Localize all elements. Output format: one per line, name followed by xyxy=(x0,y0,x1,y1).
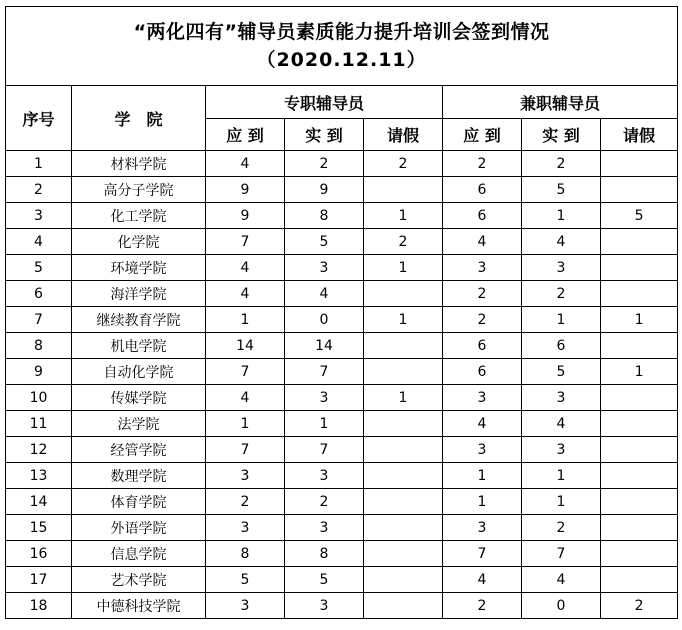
cell-pt-expected: 3 xyxy=(443,437,522,463)
cell-ft-leave: 1 xyxy=(364,255,443,281)
cell-ft-leave: 1 xyxy=(364,385,443,411)
cell-ft-actual: 9 xyxy=(285,177,364,203)
cell-college: 继续教育学院 xyxy=(72,307,206,333)
cell-ft-leave xyxy=(364,541,443,567)
cell-pt-actual: 1 xyxy=(522,463,601,489)
table-row xyxy=(6,385,678,411)
cell-ft-leave xyxy=(364,359,443,385)
cell-ft-leave xyxy=(364,437,443,463)
cell-ft-actual: 2 xyxy=(285,489,364,515)
cell-pt-actual: 1 xyxy=(522,203,601,229)
cell-pt-expected: 3 xyxy=(443,255,522,281)
cell-pt-expected: 4 xyxy=(443,229,522,255)
cell-pt-actual: 2 xyxy=(522,515,601,541)
cell-pt-leave xyxy=(601,567,678,593)
cell-ft-leave: 1 xyxy=(364,203,443,229)
table-row xyxy=(6,307,678,333)
cell-pt-expected: 6 xyxy=(443,333,522,359)
cell-pt-expected: 3 xyxy=(443,385,522,411)
cell-seq: 10 xyxy=(6,385,72,411)
cell-ft-actual: 3 xyxy=(285,255,364,281)
cell-college: 数理学院 xyxy=(72,463,206,489)
cell-ft-expected: 7 xyxy=(206,359,285,385)
cell-pt-expected: 2 xyxy=(443,593,522,619)
title-date: （2020.12.11） xyxy=(256,49,427,71)
cell-pt-actual: 0 xyxy=(522,593,601,619)
cell-pt-expected: 4 xyxy=(443,567,522,593)
cell-seq: 18 xyxy=(6,593,72,619)
cell-pt-actual: 2 xyxy=(522,281,601,307)
cell-pt-actual: 4 xyxy=(522,229,601,255)
header-fulltime-counselors: 专职辅导员 xyxy=(206,86,443,119)
cell-college: 高分子学院 xyxy=(72,177,206,203)
cell-pt-actual: 1 xyxy=(522,307,601,333)
header-ft-expected: 应 到 xyxy=(206,119,285,151)
cell-ft-actual: 3 xyxy=(285,385,364,411)
cell-ft-leave xyxy=(364,333,443,359)
cell-seq: 14 xyxy=(6,489,72,515)
table-row xyxy=(6,333,678,359)
cell-pt-actual: 4 xyxy=(522,567,601,593)
cell-pt-actual: 3 xyxy=(522,437,601,463)
header-seq: 序号 xyxy=(6,86,72,151)
cell-ft-expected: 3 xyxy=(206,515,285,541)
cell-college: 艺术学院 xyxy=(72,567,206,593)
cell-seq: 12 xyxy=(6,437,72,463)
cell-pt-leave xyxy=(601,463,678,489)
header-pt-actual: 实 到 xyxy=(522,119,601,151)
cell-ft-leave xyxy=(364,567,443,593)
cell-pt-actual: 5 xyxy=(522,177,601,203)
cell-ft-leave xyxy=(364,463,443,489)
cell-seq: 2 xyxy=(6,177,72,203)
header-pt-expected: 应 到 xyxy=(443,119,522,151)
cell-college: 机电学院 xyxy=(72,333,206,359)
cell-ft-actual: 2 xyxy=(285,151,364,177)
cell-seq: 9 xyxy=(6,359,72,385)
cell-ft-leave xyxy=(364,489,443,515)
cell-seq: 1 xyxy=(6,151,72,177)
cell-ft-expected: 8 xyxy=(206,541,285,567)
cell-ft-actual: 1 xyxy=(285,411,364,437)
cell-seq: 11 xyxy=(6,411,72,437)
cell-ft-expected: 7 xyxy=(206,437,285,463)
title-line-1: “两化四有”辅导员素质能力提升培训会签到情况 xyxy=(133,21,550,43)
cell-ft-actual: 8 xyxy=(285,541,364,567)
cell-pt-expected: 3 xyxy=(443,515,522,541)
cell-seq: 8 xyxy=(6,333,72,359)
header-ft-actual: 实 到 xyxy=(285,119,364,151)
cell-pt-leave: 5 xyxy=(601,203,678,229)
cell-seq: 7 xyxy=(6,307,72,333)
cell-ft-expected: 5 xyxy=(206,567,285,593)
table-row xyxy=(6,281,678,307)
cell-pt-expected: 2 xyxy=(443,281,522,307)
cell-ft-actual: 7 xyxy=(285,359,364,385)
cell-ft-expected: 9 xyxy=(206,203,285,229)
cell-ft-expected: 2 xyxy=(206,489,285,515)
cell-ft-expected: 3 xyxy=(206,463,285,489)
attendance-sheet xyxy=(5,6,677,619)
cell-ft-leave xyxy=(364,515,443,541)
cell-ft-leave: 2 xyxy=(364,151,443,177)
cell-ft-leave xyxy=(364,177,443,203)
cell-ft-leave: 1 xyxy=(364,307,443,333)
cell-ft-expected: 4 xyxy=(206,151,285,177)
table-row xyxy=(6,177,678,203)
cell-pt-leave: 1 xyxy=(601,359,678,385)
cell-college: 法学院 xyxy=(72,411,206,437)
cell-pt-leave xyxy=(601,385,678,411)
table-row xyxy=(6,567,678,593)
cell-ft-actual: 3 xyxy=(285,463,364,489)
cell-ft-actual: 3 xyxy=(285,515,364,541)
cell-ft-actual: 14 xyxy=(285,333,364,359)
cell-pt-leave xyxy=(601,541,678,567)
cell-ft-actual: 4 xyxy=(285,281,364,307)
table-row xyxy=(6,437,678,463)
header-ft-leave: 请假 xyxy=(364,119,443,151)
cell-college: 信息学院 xyxy=(72,541,206,567)
cell-pt-leave xyxy=(601,229,678,255)
cell-seq: 5 xyxy=(6,255,72,281)
table-row xyxy=(6,411,678,437)
cell-pt-expected: 6 xyxy=(443,359,522,385)
cell-ft-expected: 7 xyxy=(206,229,285,255)
cell-pt-expected: 6 xyxy=(443,177,522,203)
header-parttime-counselors: 兼职辅导员 xyxy=(443,86,678,119)
cell-pt-leave: 2 xyxy=(601,593,678,619)
table-row xyxy=(6,593,678,619)
cell-pt-actual: 3 xyxy=(522,385,601,411)
cell-ft-expected: 4 xyxy=(206,385,285,411)
cell-pt-leave xyxy=(601,489,678,515)
cell-pt-actual: 5 xyxy=(522,359,601,385)
cell-seq: 4 xyxy=(6,229,72,255)
cell-college: 中德科技学院 xyxy=(72,593,206,619)
cell-pt-leave xyxy=(601,411,678,437)
cell-pt-leave xyxy=(601,281,678,307)
cell-pt-expected: 2 xyxy=(443,307,522,333)
cell-pt-actual: 3 xyxy=(522,255,601,281)
cell-pt-leave xyxy=(601,255,678,281)
cell-pt-leave xyxy=(601,151,678,177)
cell-college: 经管学院 xyxy=(72,437,206,463)
table-row xyxy=(6,463,678,489)
cell-ft-expected: 9 xyxy=(206,177,285,203)
cell-seq: 15 xyxy=(6,515,72,541)
cell-pt-leave xyxy=(601,177,678,203)
cell-college: 体育学院 xyxy=(72,489,206,515)
cell-ft-leave xyxy=(364,411,443,437)
table-row xyxy=(6,515,678,541)
cell-college: 材料学院 xyxy=(72,151,206,177)
table-row xyxy=(6,229,678,255)
header-college: 学 院 xyxy=(72,86,206,151)
table-row xyxy=(6,255,678,281)
cell-college: 化学院 xyxy=(72,229,206,255)
table-title xyxy=(6,7,678,86)
cell-pt-leave xyxy=(601,333,678,359)
cell-ft-actual: 5 xyxy=(285,567,364,593)
cell-ft-expected: 14 xyxy=(206,333,285,359)
cell-pt-actual: 4 xyxy=(522,411,601,437)
cell-ft-actual: 5 xyxy=(285,229,364,255)
cell-pt-expected: 1 xyxy=(443,463,522,489)
cell-pt-expected: 6 xyxy=(443,203,522,229)
attendance-table xyxy=(5,6,678,619)
cell-ft-expected: 1 xyxy=(206,307,285,333)
cell-ft-leave: 2 xyxy=(364,229,443,255)
cell-college: 海洋学院 xyxy=(72,281,206,307)
cell-ft-expected: 4 xyxy=(206,281,285,307)
cell-pt-actual: 7 xyxy=(522,541,601,567)
cell-ft-actual: 3 xyxy=(285,593,364,619)
cell-pt-leave xyxy=(601,515,678,541)
cell-college: 环境学院 xyxy=(72,255,206,281)
cell-seq: 6 xyxy=(6,281,72,307)
cell-pt-actual: 6 xyxy=(522,333,601,359)
cell-seq: 3 xyxy=(6,203,72,229)
cell-pt-leave xyxy=(601,437,678,463)
cell-pt-expected: 7 xyxy=(443,541,522,567)
cell-college: 传媒学院 xyxy=(72,385,206,411)
cell-seq: 17 xyxy=(6,567,72,593)
cell-pt-expected: 2 xyxy=(443,151,522,177)
table-row xyxy=(6,489,678,515)
table-row xyxy=(6,359,678,385)
cell-college: 外语学院 xyxy=(72,515,206,541)
cell-pt-actual: 1 xyxy=(522,489,601,515)
cell-pt-expected: 4 xyxy=(443,411,522,437)
cell-college: 自动化学院 xyxy=(72,359,206,385)
cell-pt-expected: 1 xyxy=(443,489,522,515)
cell-ft-actual: 0 xyxy=(285,307,364,333)
cell-ft-expected: 1 xyxy=(206,411,285,437)
cell-seq: 16 xyxy=(6,541,72,567)
cell-ft-expected: 3 xyxy=(206,593,285,619)
cell-ft-actual: 7 xyxy=(285,437,364,463)
cell-ft-leave xyxy=(364,593,443,619)
cell-ft-expected: 4 xyxy=(206,255,285,281)
table-row xyxy=(6,151,678,177)
cell-ft-actual: 8 xyxy=(285,203,364,229)
cell-ft-leave xyxy=(364,281,443,307)
cell-pt-actual: 2 xyxy=(522,151,601,177)
table-row xyxy=(6,203,678,229)
cell-pt-leave: 1 xyxy=(601,307,678,333)
cell-seq: 13 xyxy=(6,463,72,489)
table-row xyxy=(6,541,678,567)
cell-college: 化工学院 xyxy=(72,203,206,229)
header-pt-leave: 请假 xyxy=(601,119,678,151)
